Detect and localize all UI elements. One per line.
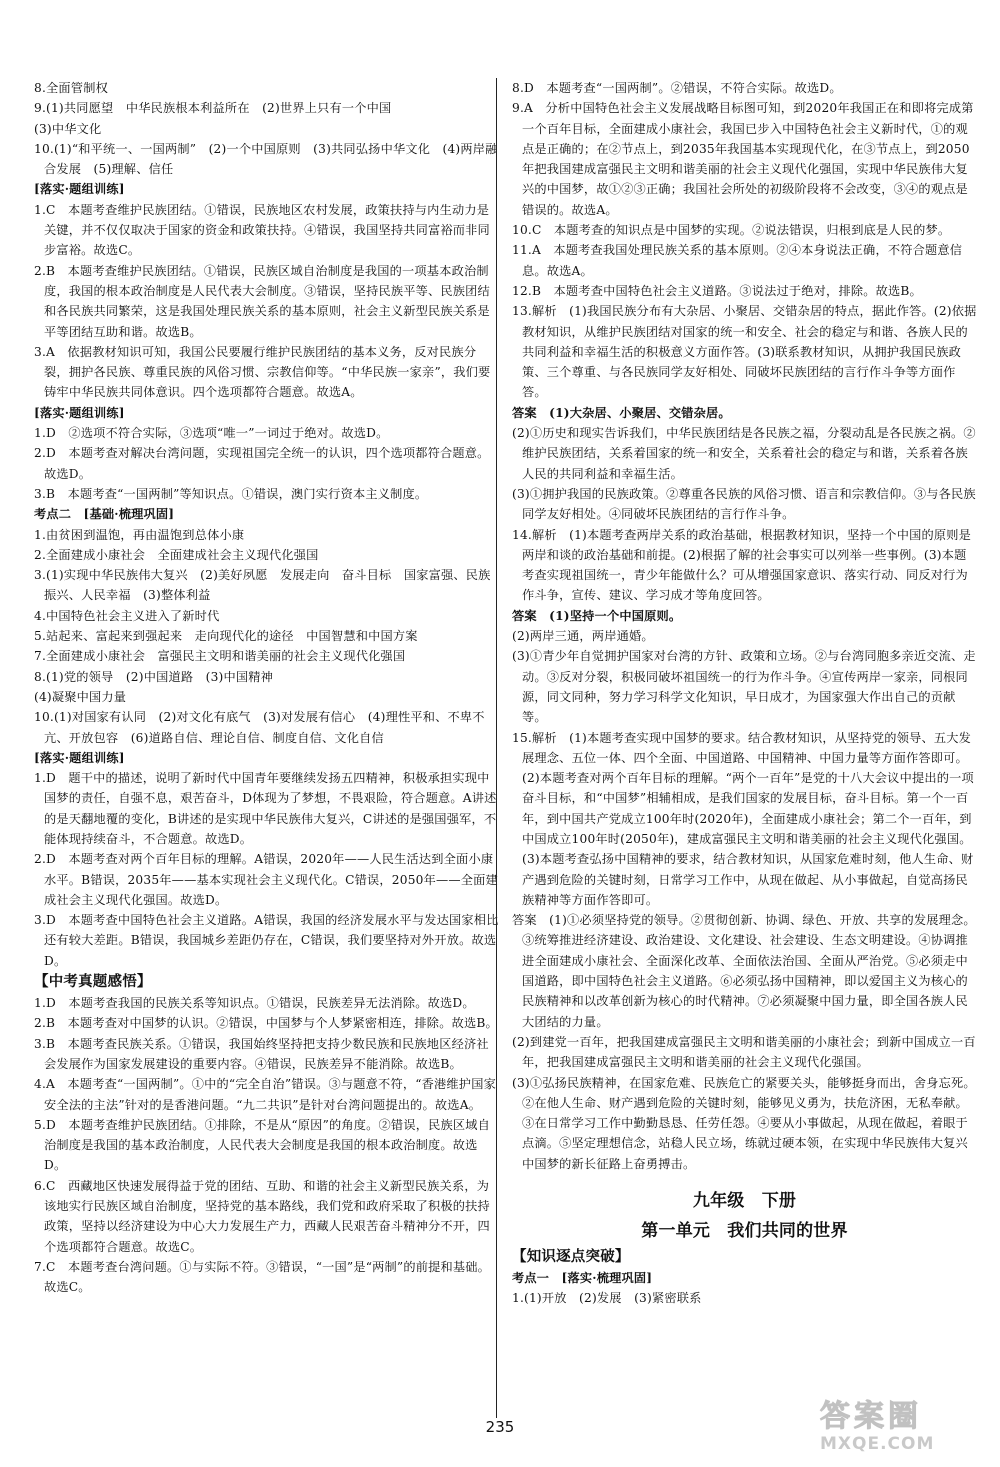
answer-line: 9.(1)共同愿望 中华民族根本利益所在 (2)世界上只有一个中国: [34, 101, 392, 116]
answer-line: 5.站起来、富起来到强起来 走向现代化的途径 中国智慧和中国方案: [34, 629, 418, 644]
section-heading: [落实·题组训练]: [34, 750, 125, 765]
answer-line: (3)中华文化: [34, 121, 102, 136]
right-column: [512, 78, 977, 1309]
answer-line: 8.(1)党的领导 (2)中国道路 (3)中国精神: [34, 669, 274, 684]
section-heading: [落实·题组训练]: [34, 405, 125, 420]
section-heading: 【知识逐点突破】: [512, 1248, 630, 1266]
answer-line: 1.D ②选项不符合实际，③选项“唯一”一词过于绝对。故选D。: [34, 426, 389, 441]
answer-line: 1.D 本题考查我国的民族关系等知识点。①错误，民族差异无法消除。故选D。: [34, 996, 475, 1011]
answer-line: 14.解析 (1)本题考查两岸关系的政治基础，根据教材知识，坚持一个中国的原则是两岸和谈的政治基础和前提。(2)根据了解的社会事实可以列举一些事例。(3)本题考查实现祖国统一，青少年能做什么？可从增强国家意识、落实行动、同反对行为作斗争，宣传、建议、学习成才等角度回答。: [512, 527, 972, 603]
answer-line: 7.C 本题考查台湾问题。①与实际不符。③错误，“一国”是“两制”的前提和基础。故选C。: [34, 1259, 491, 1295]
answer-line: 3.D 本题考查中国特色社会主义道路。A错误，我国的经济发展水平与发达国家相比还有较大差距。B错误，我国城乡差距仍存在，C错误，我们要坚持对外开放。故选D。: [34, 913, 499, 968]
answer-line: (4)凝聚中国力量: [34, 689, 127, 704]
section-heading: 考点二 [基础·梳理巩固]: [34, 507, 175, 522]
answer-line: 11.A 本题考查我国处理民族关系的基本原则。②④本身说法正确，不符合题意信息。故选A。: [512, 243, 963, 278]
point-answer: 1.(1)开放 (2)发展 (3)紧密联系: [512, 1291, 702, 1306]
answer-line: 4.A 本题考查“一国两制”。①中的“完全自治”错误。③与题意不符，“香港维护国家安全法的主法”针对的是香港问题。“九二共识”是针对台湾问题提出的。故选A。: [34, 1077, 496, 1112]
answer-line: 1.D 题干中的描述，说明了新时代中国青年要继续发扬五四精神，积极承担实现中国梦的责任，自强不息，艰苦奋斗，D体现为了梦想，不畏艰险，符合题意。A讲述的是天翻地覆的变化，B讲述的是实现中华民族伟大复兴，C讲述的是强国强军，不能体现持续奋斗，不合题意。故选D。: [34, 771, 497, 846]
answer-line: 2.全面建成小康社会 全面建成社会主义现代化强国: [34, 547, 319, 562]
answer-line: 7.全面建成小康社会 富强民主文明和谐美丽的社会主义现代化强国: [34, 649, 406, 664]
answer-line: (3)①青少年自觉拥护国家对台湾的方针、政策和立场。②与台湾同胞多亲近交流、走动。③反对分裂，积极同破坏祖国统一的行为作斗争。④宣传两岸一家亲，同根同源，同文同种，努力学习科学文化知识，早日成才，为国家强大作出自己的贡献等。: [512, 649, 976, 725]
left-column: [34, 78, 499, 1298]
right-answers: [512, 78, 977, 1174]
answer-line: 2.B 本题考查对中国梦的认识。②错误，中国梦与个人梦紧密相连，排除。故选B。: [34, 1016, 498, 1031]
answer-line: 1.C 本题考查维护民族团结。①错误，民族地区农村发展，政策扶持与内生动力是关键，并不仅仅取决于国家的资金和政策扶持。④错误，我国坚持共同富裕而非同步富裕。故选C。: [34, 202, 490, 258]
answer-line: 10.(1)“和平统一、一国两制” (2)一个中国原则 (3)共同弘扬中华文化 (4)两岸融合发展 (5)理解、信任: [34, 141, 498, 177]
answer-line: 3.A 依据教材知识可知，我国公民要履行维护民族团结的基本义务，反对民族分裂，拥护各民族、尊重民族的风俗习惯、宗教信仰等。“中华民族一家亲”，我们要铸牢中华民族共同体意识。四个选项都符合题意。故选A。: [34, 344, 491, 400]
section-heading: [落实·题组训练]: [34, 182, 125, 197]
grade-title: 九年级 下册: [692, 1191, 797, 1212]
answer-line: 8.全面管制权: [34, 81, 108, 95]
section-heading: 答案 (1)大杂居、小聚居、交错杂居。: [512, 405, 731, 420]
answer-line: (2)①历史和现实告诉我们，中华民族团结是各民族之福，分裂动乱是各民族之祸。②维护民族团结，关系着国家的统一和安全，关系着社会的稳定与和谐，关系着各族人民的共同利益和幸福生活。: [512, 426, 976, 481]
answer-line: 2.D 本题考查对两个百年目标的理解。A错误，2020年——人民生活达到全面小康水平。B错误，2035年——基本实现社会主义现代化。C错误，2050年——全面建成社会主义现代化强国。故选D。: [34, 852, 498, 907]
page-number: 235: [485, 1418, 515, 1436]
watermark-url: MXQE.COM: [820, 1434, 935, 1454]
answer-line: 4.中国特色社会主义进入了新时代: [34, 608, 220, 623]
answer-line: (3)①拥护我国的民族政策。②尊重各民族的风俗习惯、语言和宗教信仰。③与各民族同学友好相处。④同破坏民族团结的言行作斗争。: [512, 486, 976, 522]
watermark-text: 答案圈: [820, 1399, 922, 1434]
answer-line: (3)①弘扬民族精神，在国家危难、民族危亡的紧要关头，能够挺身而出，舍身忘死。②在他人生命、财产遇到危险的关键时刻，能够见义勇为，扶危济困，无私奉献。③在日常学习工作中勤勤恳恳、任劳任怨。④要从小事做起，从现在做起，着眼于点滴。⑤坚定理想信念，站稳人民立场，练就过硬本领，在实现中华民族伟大复兴中国梦的新长征路上奋勇搏击。: [512, 1075, 976, 1171]
section-heading: 【中考真题感悟】: [34, 973, 152, 991]
answer-line: 3.(1)实现中华民族伟大复兴 (2)美好夙愿 发展走向 奋斗目标 国家富强、民族振兴、人民幸福 (3)整体利益: [34, 568, 491, 603]
answer-line: 3.B 本题考查民族关系。①错误，我国始终坚持把支持少数民族和民族地区经济社会发展作为国家发展建设的重要内容。④错误，民族差异不能消除。故选B。: [34, 1036, 489, 1071]
answer-line: 15.解析 (1)本题考查实现中国梦的要求。结合教材知识，从坚持党的领导、五大发展理念、五位一体、四个全面、中国道路、中国精神、中国力量等方面作答即可。(2)本题考查对两个百年目标的理解。“两个一百年”是党的十八大会议中提出的一项奋斗目标，和“中国梦”相辅相成，是我们国家的发展目标，奋斗目标。第一个一百年，到中国共产党成立100年时(2020年)，全面建成小康社会；第二个一百年，到中国成立100年时(2050年)，建成富强民主文明和谐美丽的社会主义现代化强国。(3)本题考查弘扬中国精神的要求，结合教材知识，从国家危难时刻，他人生命、财产遇到危险的关键时刻，日常学习工作中，从现在做起、从小事做起，自觉高扬民族精神等方面作答即可。: [512, 730, 974, 907]
answer-line: 3.B 本题考查“一国两制”等知识点。①错误，澳门实行资本主义制度。: [34, 486, 428, 501]
answer-line: 2.D 本题考查对解决台湾问题，实现祖国完全统一的认识，四个选项都符合题意。故选D。: [34, 446, 490, 481]
column-divider: [496, 78, 497, 1418]
answer-line: (2)到建党一百年，把我国建成富强民主文明和谐美丽的小康社会；到新中国成立一百年，把我国建成富强民主文明和谐美丽的社会主义现代化强国。: [512, 1034, 976, 1070]
answer-line: 6.C 西藏地区快速发展得益于党的团结、互助、和谐的社会主义新型民族关系，为该地实行民族区域自治制度，坚持党的基本路线，我们党和政府采取了积极的扶持政策，坚持以经济建设为中心大力发展生产力，西藏人民艰苦奋斗精神分不开，四个选项都符合题意。故选C。: [34, 1178, 490, 1254]
unit-title: 第一单元 我们共同的世界: [641, 1221, 848, 1242]
answer-line: 2.B 本题考查维护民族团结。①错误，民族区域自治制度是我国的一项基本政治制度，我国的根本政治制度是人民代表大会制度。③错误，坚持民族平等、民族团结和各民族共同繁荣，这是我国处理民族关系的基本原则，社会主义新型民族关系是平等团结互助和谐。故选B。: [34, 263, 490, 339]
section-heading: 答案 (1)坚持一个中国原则。: [512, 608, 682, 623]
answer-line: 13.解析 (1)我国民族分布有大杂居、小聚居、交错杂居的特点，据此作答。(2)依据教材知识，从维护民族团结对国家的统一和安全、社会的稳定与和谐、各族人民的共同利益和幸福生活的积极意义方面作答。(3)联系教材知识，从拥护我国民族政策、三个尊重、与各民族同学友好相处、同破坏民族团结的言行作斗争等方面作答。: [512, 304, 977, 400]
answer-line: 9.A 分析中国特色社会主义发展战略目标图可知，到2020年我国正在和即将完成第一个百年目标，全面建成小康社会，我国已步入中国特色社会主义新时代，①的观点是正确的；在②节点上，到2035年我国基本实现现代化，在③节点上，到2050年把我国建成富强民主文明和谐美丽的社会主义现代化强国，实现中华民族伟大复兴的中国梦，故①②③正确；我国社会所处的初级阶段将不会改变，③④的观点是错误的。故选A。: [512, 101, 974, 217]
answer-line: 10.C 本题考查的知识点是中国梦的实现。②说法错误，归根到底是人民的梦。: [512, 223, 951, 238]
answer-line: 12.B 本题考查中国特色社会主义道路。③说法过于绝对，排除。故选B。: [512, 283, 922, 298]
answer-line: 10.(1)对国家有认同 (2)对文化有底气 (3)对发展有信心 (4)理性平和、不卑不亢、开放包容 (6)道路自信、理论自信、制度自信、文化自信: [34, 710, 485, 745]
answer-line: 8.D 本题考查“一国两制”。②错误，不符合实际。故选D。: [512, 81, 842, 95]
watermark-logo: [820, 1400, 990, 1460]
answer-line: 5.D 本题考查维护民族团结。①排除，不是从“原因”的角度。②错误，民族区域自治制度是我国的基本政治制度，人民代表大会制度是我国的根本政治制度。故选D。: [34, 1117, 491, 1173]
answer-line: (2)两岸三通，两岸通婚。: [512, 629, 654, 644]
answer-line: 1.由贫困到温饱，再由温饱到总体小康: [34, 527, 245, 542]
point-heading: 考点一 [落实·梳理巩固]: [512, 1271, 653, 1286]
answer-line: 答案 (1)①必须坚持党的领导。②贯彻创新、协调、绿色、开放、共享的发展理念。③统筹推进经济建设、政治建设、文化建设、社会建设、生态文明建设。④协调推进全面建成小康社会、全面深化改革、全面依法治国、全面从严治党。⑤必须走中国道路，即中国特色社会主义道路。⑥必须弘扬中国精神，即以爱国主义为核心的民族精神和以改革创新为核心的时代精神。⑦必须凝聚中国力量，即全国各族人民大团结的力量。: [512, 913, 976, 1029]
